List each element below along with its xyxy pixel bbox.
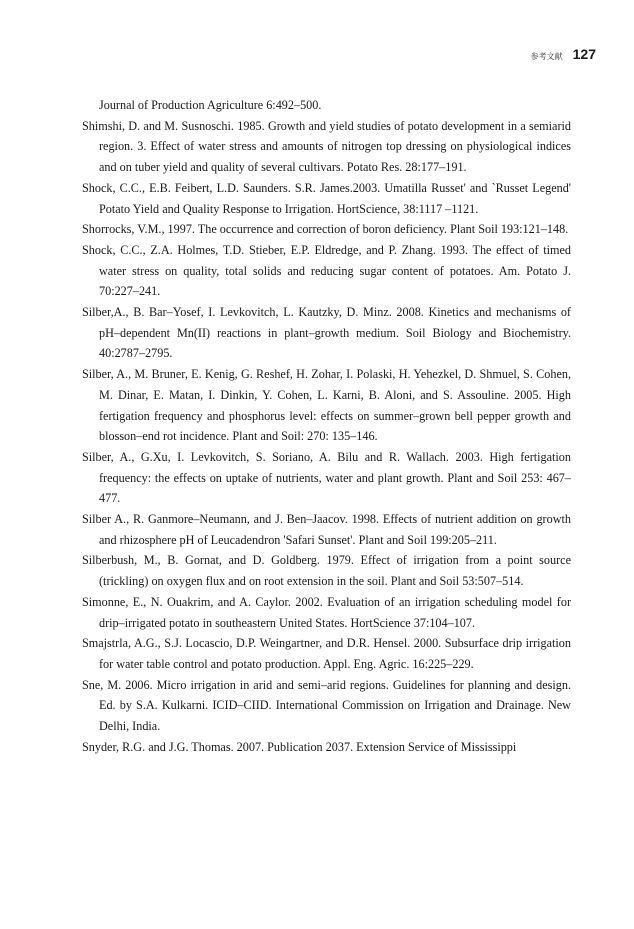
reference-entry: Silberbush, M., B. Gornat, and D. Goldberg. 1979. Effect of irrigation from a point source (trickling) on oxygen flux and on root extension in the soil. Plant and Soil 53:507–514.: [82, 553, 571, 589]
reference-entry: Shorrocks, V.M., 1997. The occurrence and correction of boron deficiency. Plant Soil 193:121–148.: [82, 222, 569, 237]
reference-entry: Journal of Production Agriculture 6:492–500.: [99, 98, 322, 112]
reference-entry: Shimshi, D. and M. Susnoschi. 1985. Growth and yield studies of potato development in a semiarid region. 3. Effect of water stress and amounts of nitrogen top dressing on physiological indices and on tuber yield and quality of several cultivars. Potato Res. 28:177–191.: [82, 118, 571, 175]
reference-entry: Sne, M. 2006. Micro irrigation in arid and semi–arid regions. Guidelines for planning and design. Ed. by S.A. Kulkarni. ICID–CIID. International Commission on Irrigation and Drainage. New Delhi, India.: [82, 677, 571, 734]
reference-entry: Silber A., R. Ganmore–Neumann, and J. Ben–Jaacov. 1998. Effects of nutrient addition on growth and rhizosphere pH of Leucadendron 'Safari Sunset'. Plant and Soil 199:205–211.: [82, 512, 571, 547]
reference-entry: Smajstrla, A.G., S.J. Locascio, D.P. Weingartner, and D.R. Hensel. 2000. Subsurface drip irrigation for water table control and potato production. Appl. Eng. Agric. 16:225–229.: [82, 636, 571, 671]
reference-entry: Simonne, E., N. Ouakrim, and A. Caylor. 2002. Evaluation of an irrigation scheduling model for drip–irrigated potato in southeastern United States. HortScience 37:104–107.: [82, 594, 571, 630]
reference-list: [82, 95, 571, 758]
reference-entry: Silber, A., G.Xu, I. Levkovitch, S. Soriano, A. Bilu and R. Wallach. 2003. High fertigation frequency: the effects on uptake of nutrients, water and plant growth. Plant and Soil 253: 467–477.: [82, 449, 571, 506]
reference-entry: Shock, C.C., E.B. Feibert, L.D. Saunders. S.R. James.2003. Umatilla Russet' and `Russet Legend' Potato Yield and Quality Response to Irrigation. HortScience, 38:1117 –1121.: [82, 180, 571, 216]
reference-entry: Snyder, R.G. and J.G. Thomas. 2007. Publication 2037. Extension Service of Mississippi: [82, 739, 517, 754]
page-number: 127: [572, 46, 596, 62]
reference-entry: Shock, C.C., Z.A. Holmes, T.D. Stieber, E.P. Eldredge, and P. Zhang. 1993. The effect of timed water stress on quality, total solids and reducing sugar content of potatoes. Am. Potato J. 70:227–241.: [82, 242, 571, 299]
section-label: 参考文献: [530, 52, 563, 61]
running-header: [531, 46, 596, 62]
reference-entry: Silber, A., M. Bruner, E. Kenig, G. Reshef, H. Zohar, I. Polaski, H. Yehezkel, D. Shmuel, S. Cohen, M. Dinar, E. Matan, I. Dinkin, Y. Cohen, L. Karni, B. Aloni, and S. Assouline. 2005. High fertigation frequency and phosphorus level: effects on summer–grown bell pepper growth and blosson–end rot incidence. Plant and Soil: 270: 135–146.: [82, 367, 571, 444]
reference-entry: Silber,A., B. Bar–Yosef, I. Levkovitch, L. Kautzky, D. Minz. 2008. Kinetics and mechanisms of pH–dependent Mn(II) reactions in plant–growth medium. Soil Biology and Biochemistry. 40:2787–2795.: [82, 305, 571, 361]
